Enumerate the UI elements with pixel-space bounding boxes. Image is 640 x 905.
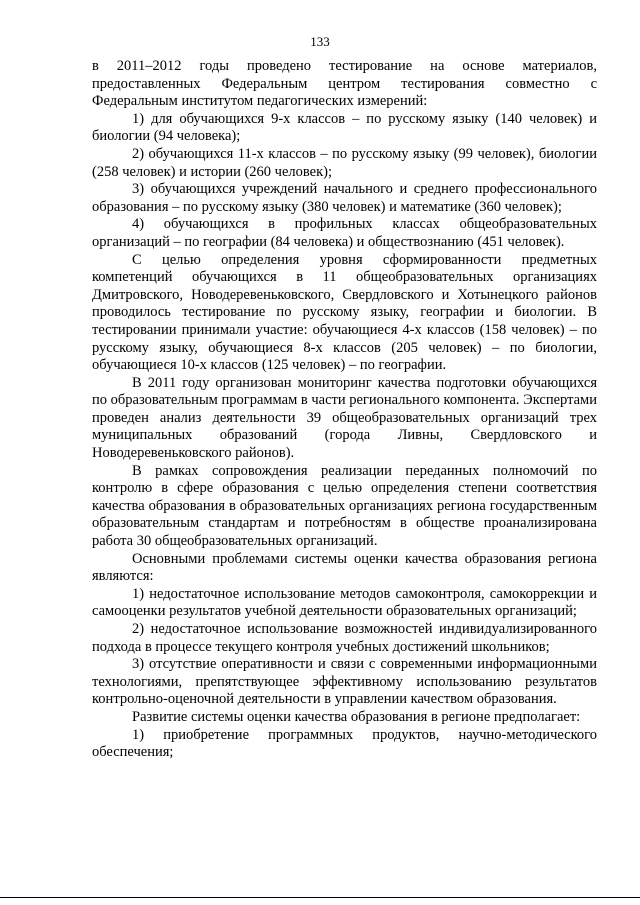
page-number: 133 bbox=[310, 34, 330, 49]
paragraph-development: Развитие системы оценки качества образования в регионе предполагает: bbox=[132, 708, 581, 725]
problem-item-1: 1) недостаточное использование методов самоконтроля, самокоррекции и самооценки результатов учебной деятельности образовательных организаций; bbox=[92, 585, 597, 620]
list-item-4: 4) обучающихся в профильных классах общеобразовательных организаций – по географии (84 человека) и обществознанию (451 человек). bbox=[92, 216, 597, 250]
problem-item-3: 3) отсутствие оперативности и связи с современными информационными технологиями, препятствующее эффективному использованию результатов контрольно-оценочной деятельности в управлении качеством образования. bbox=[92, 656, 597, 708]
list-item-1: 1) для обучающихся 9-х классов – по русскому языку (140 человек) и биологии (94 человека); bbox=[92, 110, 597, 145]
development-item-1: 1) приобретение программных продуктов, научно-методического обеспечения; bbox=[92, 726, 597, 761]
paragraph-control: В рамках сопровождения реализации переданных полномочий по контролю в сфере образования с целью определения степени соответствия качества образования в образовательных организациях региона государственным образовательным стандартам и потребностям в обществе проанализирована работа 30 общеобразовательных организаций. bbox=[92, 462, 597, 550]
paragraph-intro: в 2011–2012 годы проведено тестирование на основе материалов, предоставленных Федеральным центром тестирования совместно с Федеральным институтом педагогических измерений: bbox=[92, 58, 597, 110]
list-item-2: 2) обучающихся 11-х классов – по русскому языку (99 человек), биологии (258 человек) и истории (260 человек); bbox=[92, 145, 597, 180]
problem-item-2: 2) недостаточное использование возможностей индивидуализированного подхода в процессе текущего контроля учебных достижений школьников; bbox=[92, 621, 597, 655]
bottom-divider bbox=[0, 897, 640, 898]
list-item-3: 3) обучающихся учреждений начального и среднего профессионального образования – по русскому языку (380 человек) и математике (360 человек); bbox=[92, 181, 597, 215]
body-text bbox=[92, 58, 597, 762]
paragraph-monitoring: В 2011 году организован мониторинг качества подготовки обучающихся по образовательным программам в части регионального компонента. Экспертами проведен анализ деятельности 39 общеобразовательных организаций трех муниципальных образований (города Ливны, Свердловского и Новодеревеньковского районов). bbox=[92, 374, 597, 462]
paragraph-competencies: С целью определения уровня сформированности предметных компетенций обучающихся в 11 общеобразовательных организациях Дмитровского, Новодеревеньковского, Свердловского и Хотынецкого районов проводилось тестирование по русскому языку, географии и биологии. В тестировании принимали участие: обучающиеся 4-х классов (158 человек) – по русскому языку, обучающиеся 8-х классов (205 человек) – по биологии, обучающиеся 10-х классов (125 человек) – по географии. bbox=[92, 251, 597, 374]
paragraph-problems-heading: Основными проблемами системы оценки качества образования региона являются: bbox=[92, 550, 597, 585]
